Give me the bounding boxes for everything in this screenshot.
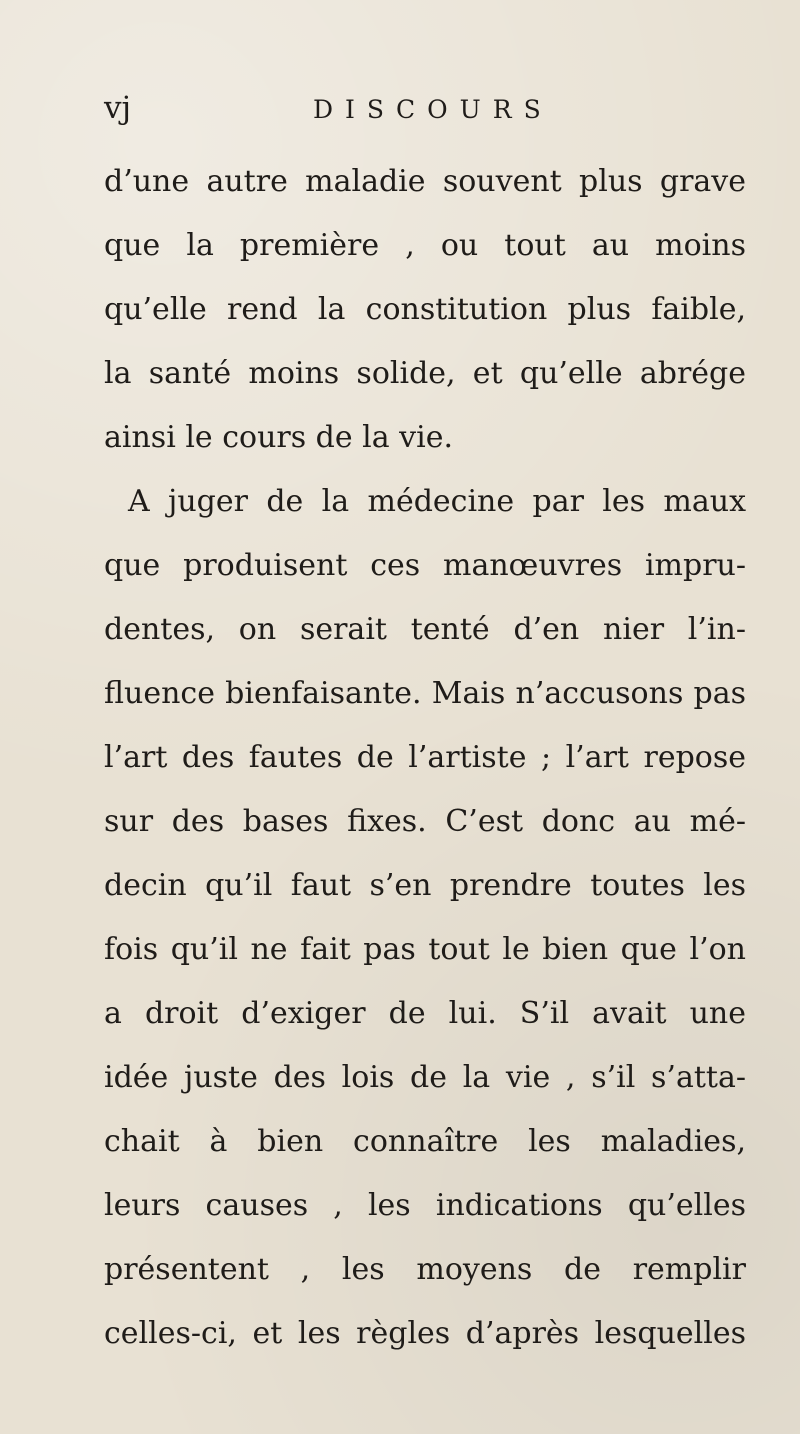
running-head: DISCOURS: [313, 95, 553, 124]
text-line: présentent , les moyens de remplir: [104, 1252, 746, 1287]
text-line: d’une autre maladie souvent plus grave: [104, 164, 746, 199]
text-line: celles-ci, et les règles d’après lesquelles: [104, 1316, 746, 1351]
text-line: fois qu’il ne fait pas tout le bien que l’on: [104, 932, 746, 967]
text-line: chait à bien connaître les maladies,: [104, 1124, 746, 1159]
page-header: [104, 90, 664, 137]
text-line: a droit d’exiger de lui. S’il avait une: [104, 996, 746, 1031]
text-line: dentes, on serait tenté d’en nier l’in-: [104, 612, 746, 647]
text-line: que la première , ou tout au moins: [104, 228, 746, 263]
text-line: decin qu’il faut s’en prendre toutes les: [104, 868, 746, 903]
body-text: [104, 150, 746, 1366]
text-line: ainsi le cours de la vie.: [104, 420, 454, 455]
text-line: que produisent ces manœuvres impru-: [104, 548, 746, 583]
text-line: fluence bienfaisante. Mais n’accusons pas: [104, 676, 746, 711]
text-line: sur des bases fixes. C’est donc au mé-: [104, 804, 746, 839]
text-line: l’art des fautes de l’artiste ; l’art repose: [104, 740, 746, 775]
text-line: qu’elle rend la constitution plus faible,: [104, 292, 746, 327]
page-number: vj: [104, 90, 132, 126]
text-line: idée juste des lois de la vie , s’il s’atta-: [104, 1060, 746, 1095]
text-line: leurs causes , les indications qu’elles: [104, 1188, 746, 1223]
text-line: la santé moins solide, et qu’elle abrége: [104, 356, 746, 391]
text-line: A juger de la médecine par les maux: [128, 484, 746, 519]
